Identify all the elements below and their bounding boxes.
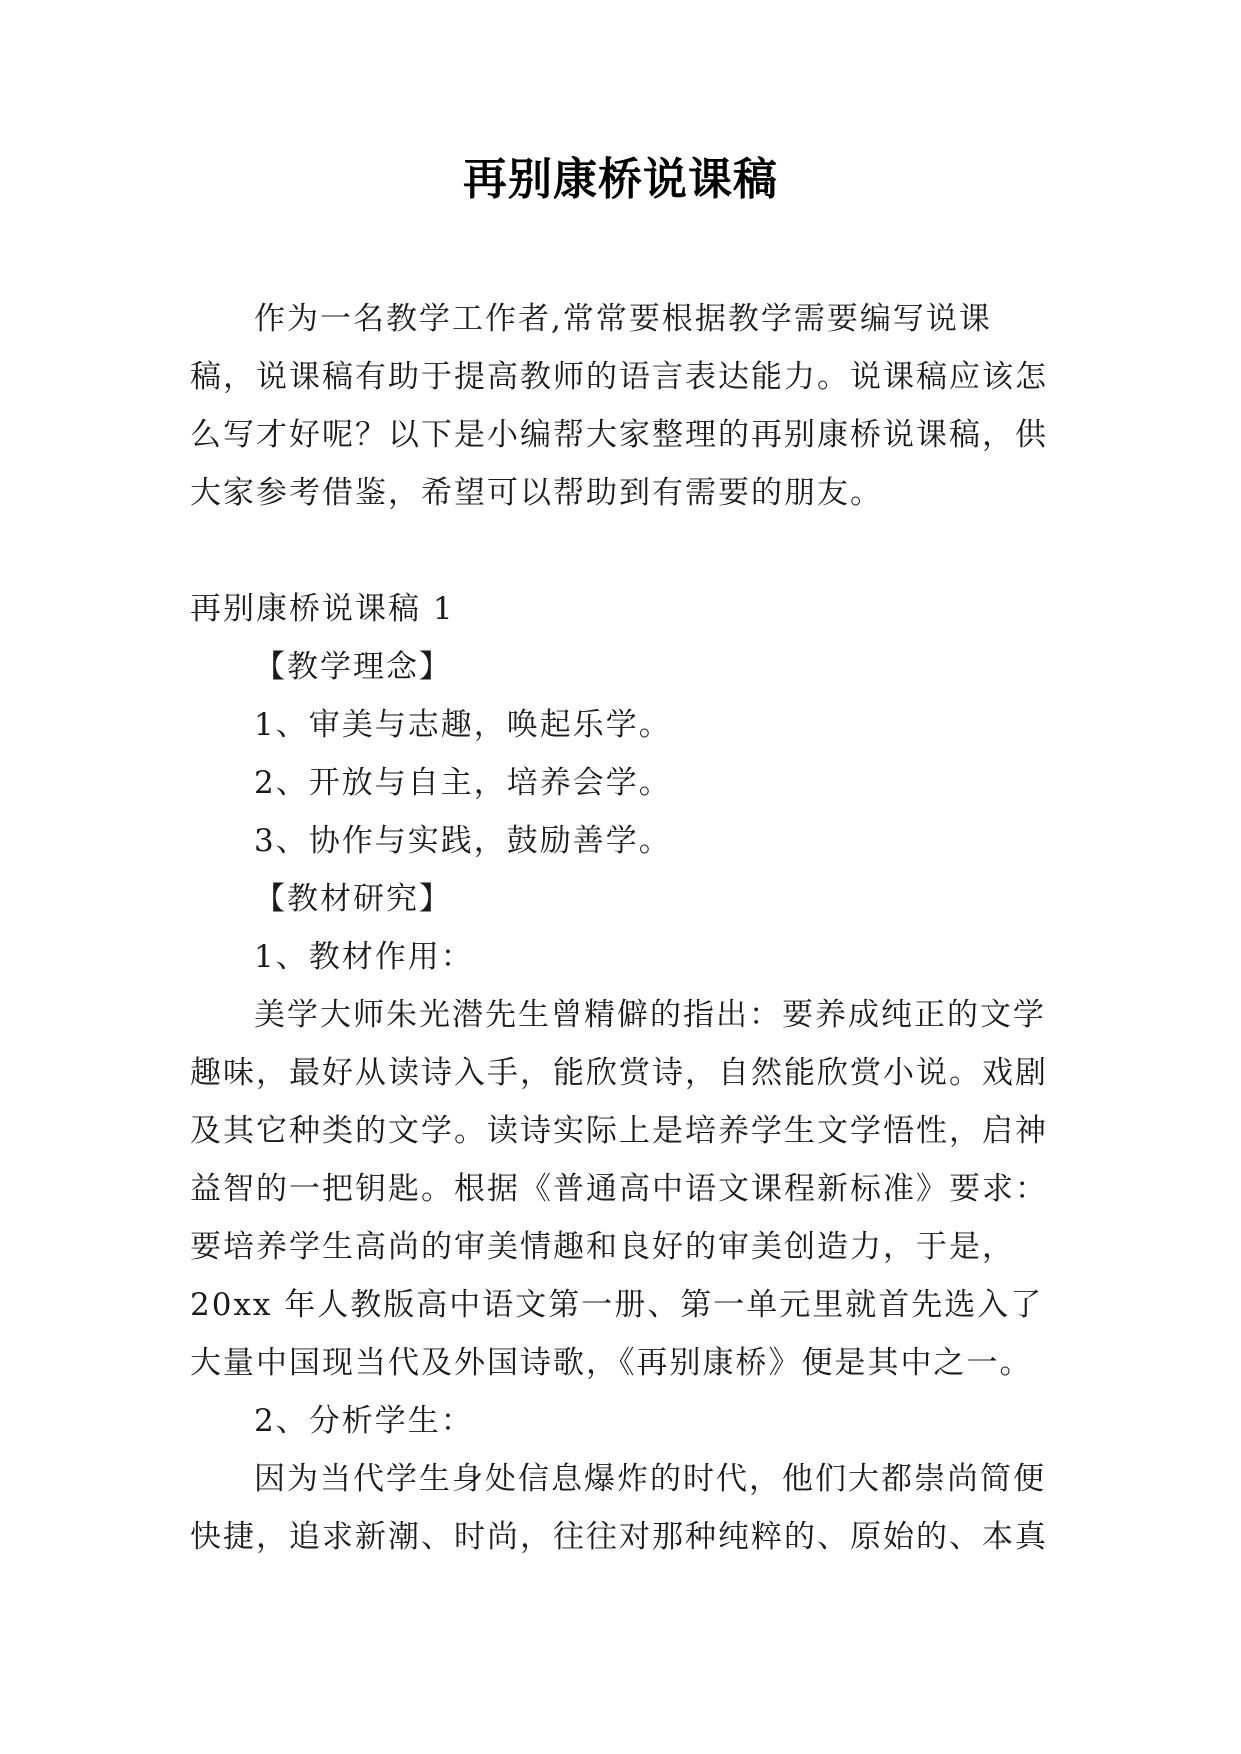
document-title: 再别康桥说课稿 <box>463 154 778 205</box>
list-item: 2、开放与自主，培养会学。 <box>254 765 672 801</box>
document-body <box>190 290 1052 1566</box>
section-heading: 再别康桥说课稿 1 <box>190 591 455 627</box>
body-paragraph: 美学大师朱光潜先生曾精僻的指出：要养成纯正的文学趣味，最好从读诗入手，能欣赏诗，自然能欣赏小说。戏剧及其它种类的文学。读诗实际上是培养学生文学悟性，启神益智的一把钥匙。根据《普通高中语文课程新标准》要求：要培养学生高尚的审美情趣和良好的审美创造力，于是，20xx 年人教版高中语文第一册、第一单元里就首先选入了大量中国现当代及外国诗歌，《再别康桥》便是其中之一。 <box>190 997 1048 1381</box>
heading-textbook-research: 【教材研究】 <box>254 881 452 917</box>
list-item: 1、审美与志趣，唤起乐学。 <box>254 707 672 743</box>
body-paragraph: 因为当代学生身处信息爆炸的时代，他们大都崇尚简便快捷，追求新潮、时尚，往往对那种纯粹的、原始的、本真 <box>190 1461 1048 1555</box>
list-item: 3、协作与实践，鼓励善学。 <box>254 823 672 859</box>
heading-teaching-philosophy: 【教学理念】 <box>254 649 452 685</box>
intro-paragraph: 作为一名教学工作者,常常要根据教学需要编写说课稿，说课稿有助于提高教师的语言表达能力。说课稿应该怎么写才好呢？以下是小编帮大家整理的再别康桥说课稿，供大家参考借鉴，希望可以帮助到有需要的朋友。 <box>190 301 1048 511</box>
list-item: 2、分析学生： <box>254 1403 474 1439</box>
list-item: 1、教材作用： <box>254 939 474 975</box>
